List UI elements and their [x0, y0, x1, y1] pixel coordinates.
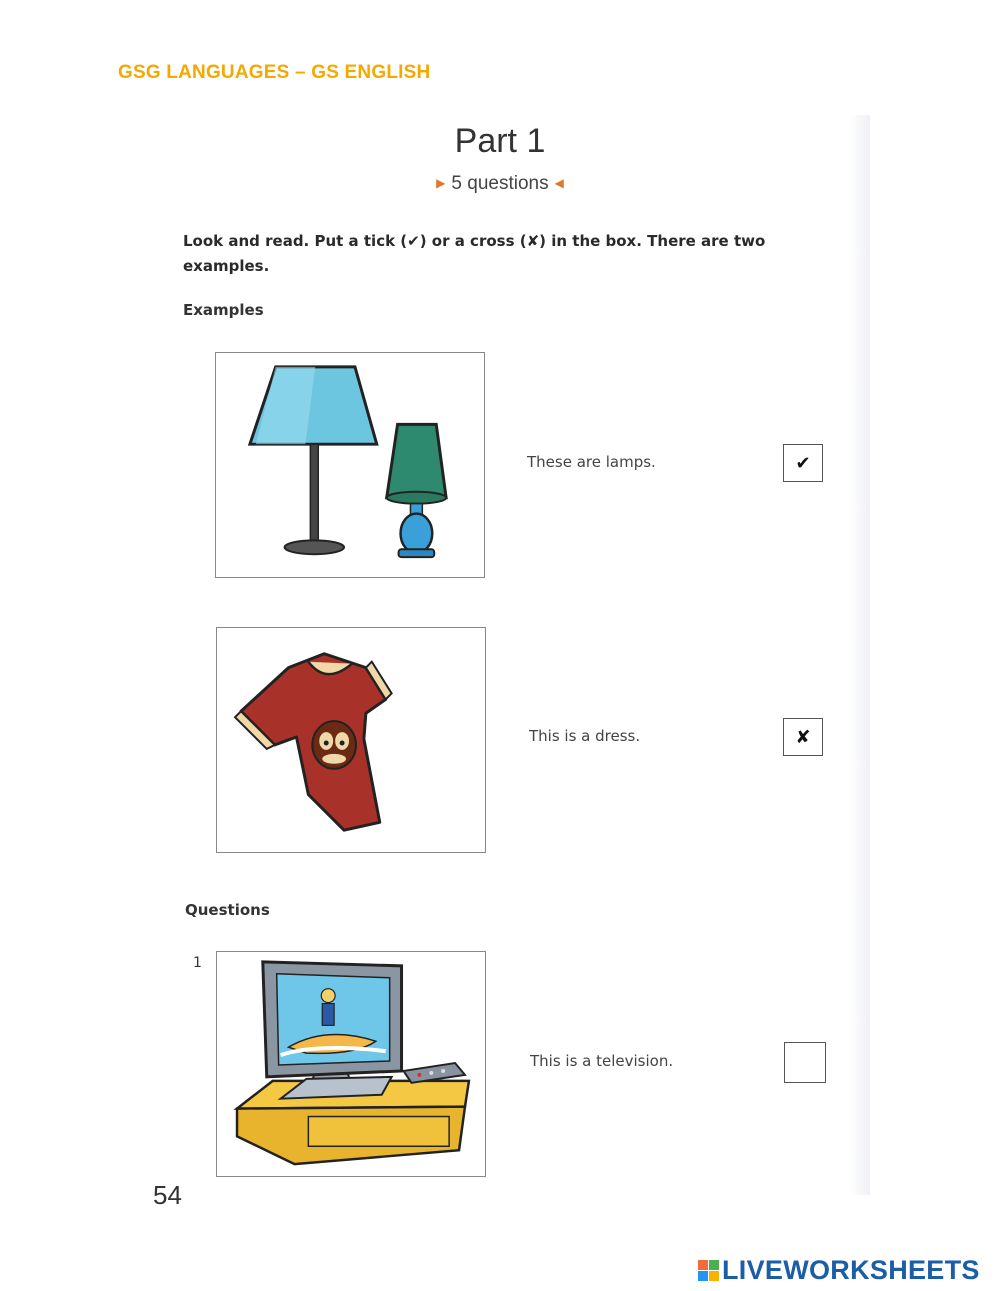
example-sentence-lamps: These are lamps. [527, 453, 656, 471]
instructions: Look and read. Put a tick (✔) or a cross (✘) in the box. There are two examples. [183, 232, 766, 275]
answer-box-television[interactable] [784, 1042, 826, 1083]
examples-label: Examples [183, 301, 264, 319]
part-subtitle [0, 173, 1000, 195]
page-number: 54 [153, 1180, 182, 1210]
lamps-illustration [216, 353, 484, 577]
television-picture [216, 951, 486, 1177]
arrow-right-icon: ▶ [436, 176, 446, 190]
question-count: 5 questions [451, 173, 549, 194]
television-illustration [217, 952, 485, 1176]
t-shirt-picture [216, 627, 486, 853]
lamps-picture [215, 352, 485, 578]
questions-label: Questions [185, 901, 270, 919]
worksheet-header: GSG LANGUAGES – GS ENGLISH [118, 62, 431, 83]
part-title: Part 1 [454, 122, 546, 160]
scan-shadow [850, 115, 870, 1195]
answer-box-dress[interactable]: ✘ [783, 718, 823, 756]
liveworksheets-brand [698, 1255, 980, 1286]
answer-box-lamps[interactable]: ✔ [783, 444, 823, 482]
question-number: 1 [193, 955, 202, 971]
example-sentence-dress: This is a dress. [529, 727, 641, 745]
arrow-left-icon: ◀ [554, 176, 564, 190]
question-sentence-television: This is a television. [530, 1052, 674, 1070]
liveworksheets-logo-icon [698, 1260, 719, 1281]
brand-text: LIVEWORKSHEETS [722, 1255, 980, 1285]
t-shirt-illustration [217, 628, 485, 852]
